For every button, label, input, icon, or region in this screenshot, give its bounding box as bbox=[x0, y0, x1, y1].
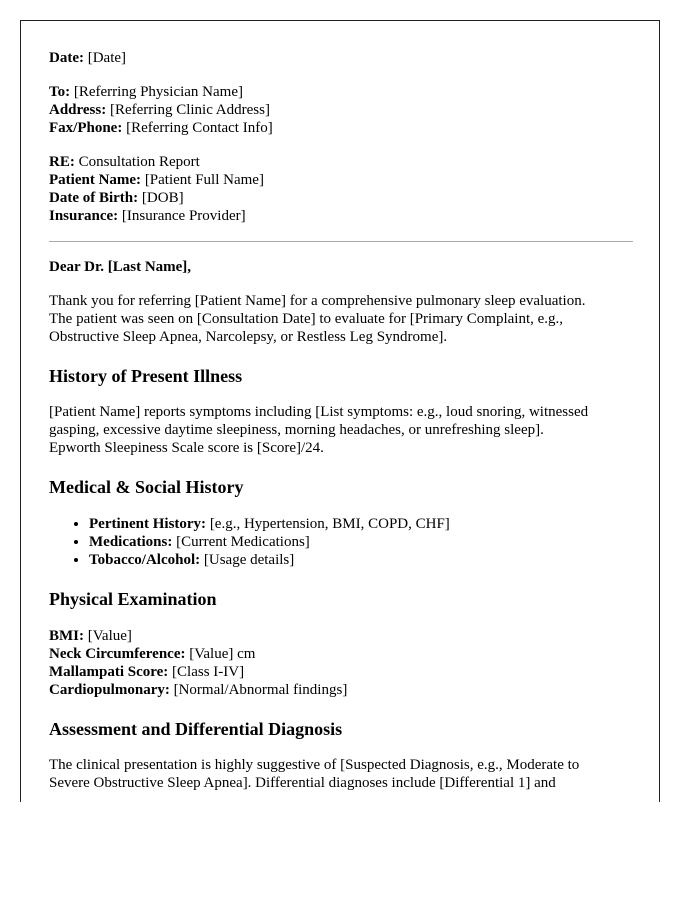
patient-value: [Patient Full Name] bbox=[144, 172, 264, 188]
fax-value: [Referring Contact Info] bbox=[126, 120, 273, 136]
mallampati-value: [Class I-IV] bbox=[172, 664, 245, 680]
mallampati-line bbox=[49, 663, 639, 681]
intro-line: The patient was seen on [Consultation Date] to evaluate for [Primary Complaint, e.g., bbox=[49, 311, 564, 327]
letter-content bbox=[49, 49, 639, 792]
cardio-label: Cardiopulmonary: bbox=[49, 682, 170, 698]
bmi-value: [Value] bbox=[87, 628, 132, 644]
patient-line bbox=[49, 171, 639, 189]
neck-line bbox=[49, 645, 639, 663]
salutation: Dear Dr. [Last Name], bbox=[49, 259, 192, 275]
history-item-value: [Current Medications] bbox=[176, 534, 310, 550]
to-value: [Referring Physician Name] bbox=[73, 84, 243, 100]
list-item bbox=[89, 533, 639, 551]
exam-heading: Physical Examination bbox=[49, 589, 217, 609]
cardio-value: [Normal/Abnormal findings] bbox=[173, 682, 348, 698]
cardio-line bbox=[49, 681, 639, 699]
assessment-heading: Assessment and Differential Diagnosis bbox=[49, 719, 343, 739]
list-item bbox=[89, 551, 639, 569]
dob-label: Date of Birth: bbox=[49, 190, 139, 206]
re-line bbox=[49, 153, 639, 171]
history-item-label: Pertinent History: bbox=[89, 516, 207, 532]
insurance-line bbox=[49, 207, 639, 225]
section-divider bbox=[49, 241, 633, 242]
history-item-label: Tobacco/Alcohol: bbox=[89, 552, 201, 568]
hpi-heading: History of Present Illness bbox=[49, 366, 243, 386]
date-value: [Date] bbox=[87, 50, 127, 66]
bmi-line bbox=[49, 627, 639, 645]
history-heading: Medical & Social History bbox=[49, 477, 244, 497]
hpi-paragraph bbox=[49, 403, 639, 457]
neck-label: Neck Circumference: bbox=[49, 646, 186, 662]
header-block bbox=[49, 49, 639, 225]
letter-page bbox=[20, 20, 660, 802]
list-item bbox=[89, 515, 639, 533]
dob-line bbox=[49, 189, 639, 207]
history-list bbox=[49, 515, 639, 569]
assessment-line: Severe Obstructive Sleep Apnea]. Differential diagnoses include [Differential 1] and bbox=[49, 775, 556, 791]
hpi-line: Epworth Sleepiness Scale score is [Score]/24. bbox=[49, 440, 324, 456]
assessment-paragraph bbox=[49, 756, 639, 792]
address-line bbox=[49, 101, 639, 119]
to-label: To: bbox=[49, 84, 71, 100]
intro-paragraph bbox=[49, 292, 639, 346]
date-label: Date: bbox=[49, 50, 84, 66]
intro-line: Obstructive Sleep Apnea, Narcolepsy, or Restless Leg Syndrome]. bbox=[49, 329, 448, 345]
bmi-label: BMI: bbox=[49, 628, 84, 644]
dob-value: [DOB] bbox=[141, 190, 184, 206]
history-item-label: Medications: bbox=[89, 534, 173, 550]
to-line bbox=[49, 83, 639, 101]
exam-block bbox=[49, 627, 639, 699]
assessment-line: The clinical presentation is highly suggestive of [Suspected Diagnosis, e.g., Moderate to bbox=[49, 757, 580, 773]
hpi-line: [Patient Name] reports symptoms including [List symptoms: e.g., loud snoring, witnessed bbox=[49, 404, 589, 420]
mallampati-label: Mallampati Score: bbox=[49, 664, 169, 680]
fax-line bbox=[49, 119, 639, 137]
address-value: [Referring Clinic Address] bbox=[109, 102, 270, 118]
re-value: Consultation Report bbox=[78, 154, 200, 170]
history-item-value: [e.g., Hypertension, BMI, COPD, CHF] bbox=[209, 516, 450, 532]
fax-label: Fax/Phone: bbox=[49, 120, 123, 136]
date-line bbox=[49, 49, 639, 67]
re-label: RE: bbox=[49, 154, 75, 170]
address-label: Address: bbox=[49, 102, 107, 118]
intro-line: Thank you for referring [Patient Name] for a comprehensive pulmonary sleep evaluation. bbox=[49, 293, 586, 309]
insurance-value: [Insurance Provider] bbox=[121, 208, 246, 224]
history-item-value: [Usage details] bbox=[203, 552, 295, 568]
insurance-label: Insurance: bbox=[49, 208, 119, 224]
neck-value: [Value] cm bbox=[189, 646, 256, 662]
hpi-line: gasping, excessive daytime sleepiness, morning headaches, or unrefreshing sleep]. bbox=[49, 422, 544, 438]
patient-label: Patient Name: bbox=[49, 172, 142, 188]
